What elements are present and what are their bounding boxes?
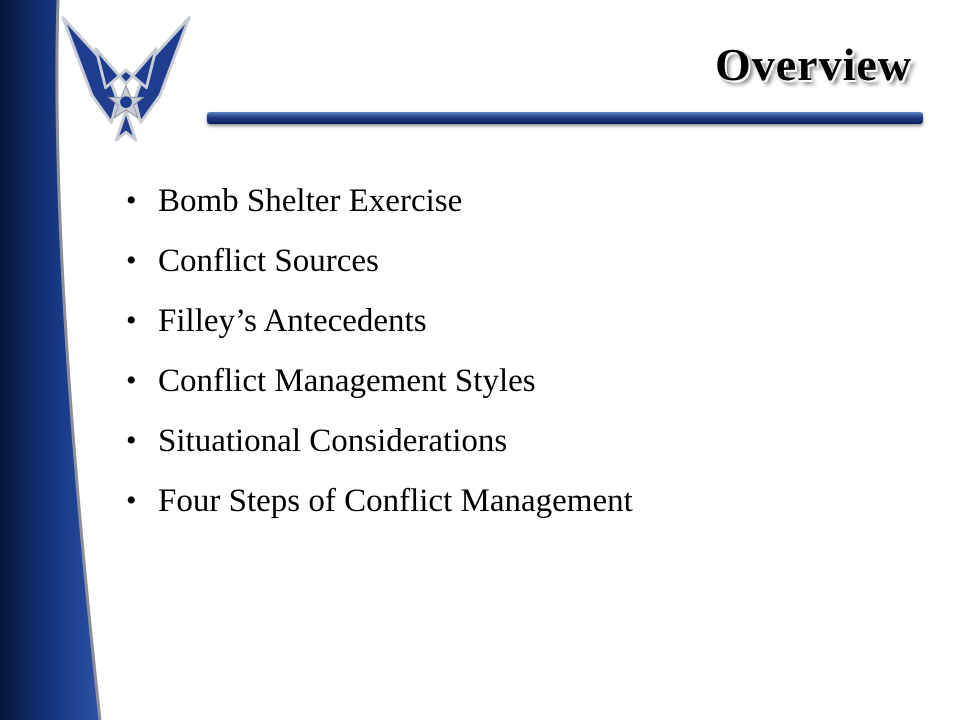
bullet-marker: • (126, 304, 137, 337)
slide-title: Overview (714, 39, 912, 90)
title-underline-bar (207, 112, 923, 124)
bullet-list (118, 172, 633, 532)
bullet-text: Conflict Management Styles (158, 363, 536, 399)
bullet-text: Situational Considerations (158, 423, 508, 459)
bullet-marker: • (126, 184, 137, 217)
bullet-item (118, 292, 633, 352)
bullet-item (118, 172, 633, 232)
bullet-item (118, 412, 633, 472)
bullet-marker: • (126, 244, 137, 277)
air-force-wings-icon (52, 6, 200, 142)
bullet-text: Filley’s Antecedents (158, 303, 427, 339)
bullet-text: Conflict Sources (158, 243, 379, 279)
bullet-marker: • (126, 424, 137, 457)
bullet-marker: • (126, 364, 137, 397)
bullet-item (118, 472, 633, 532)
bullet-text: Bomb Shelter Exercise (158, 183, 463, 219)
bullet-marker: • (126, 484, 137, 517)
bullet-item (118, 232, 633, 292)
bullet-item (118, 352, 633, 412)
bullet-text: Four Steps of Conflict Management (158, 483, 633, 519)
